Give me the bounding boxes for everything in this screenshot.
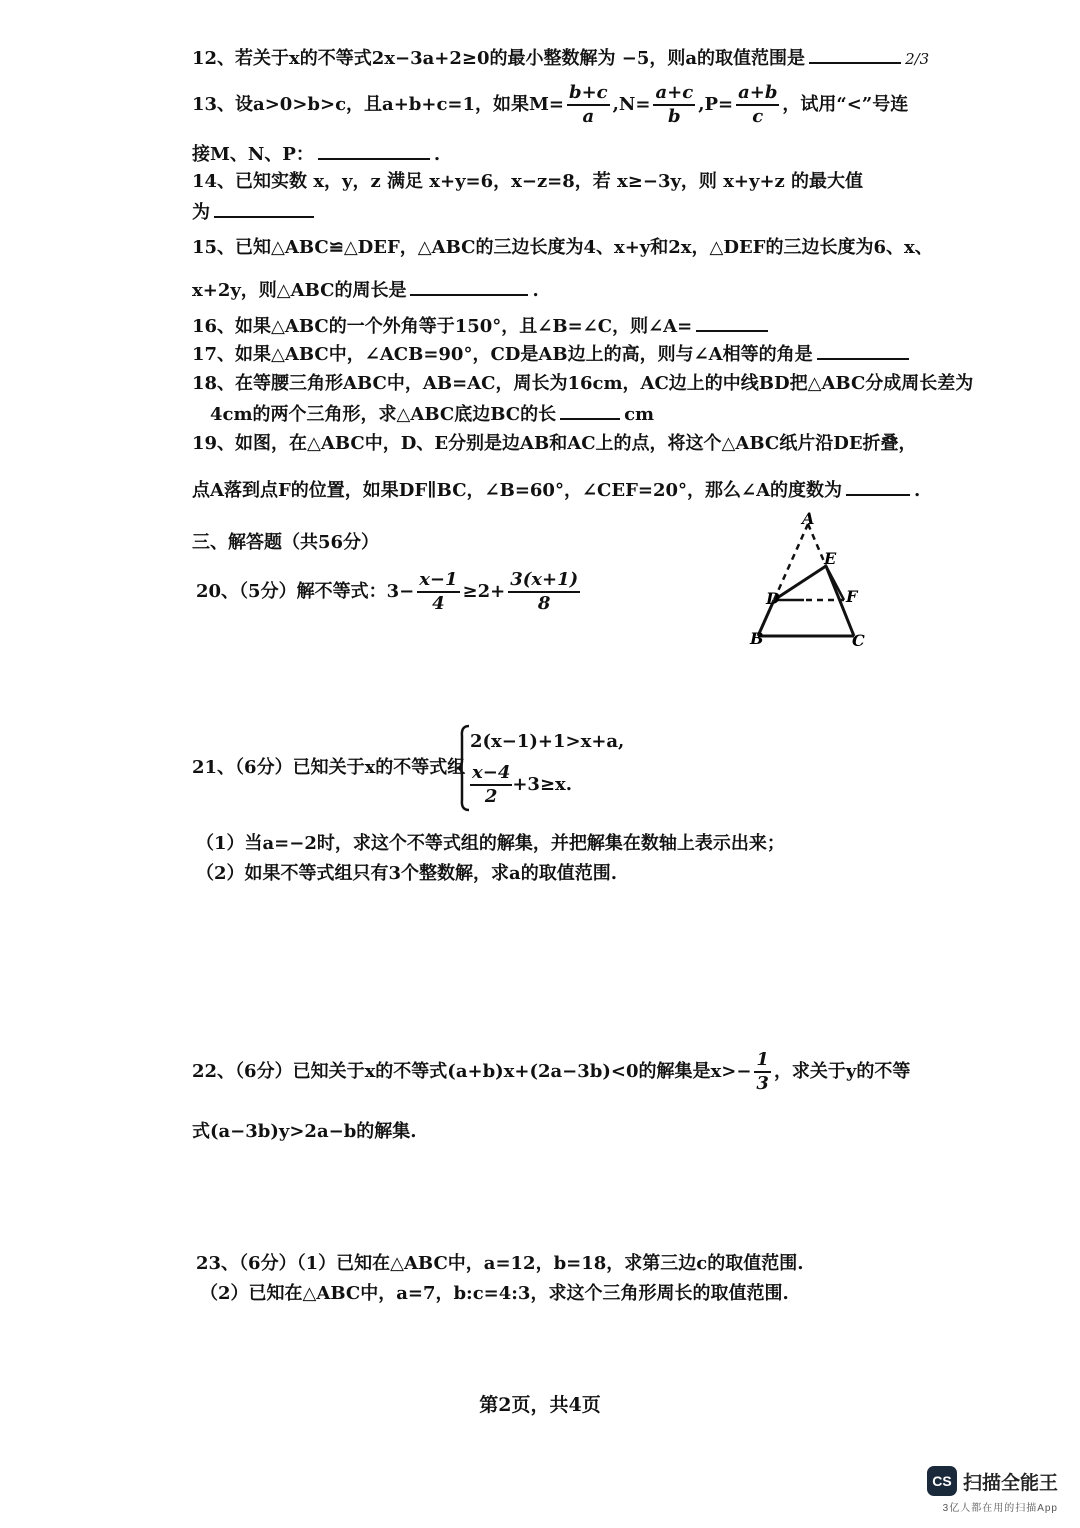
- question-15-line-1: 15、已知△ABC≌△DEF，△ABC的三边长度为4、x+y和2x，△DEF的三边长度为6、x、: [192, 237, 933, 258]
- question-14-line-1: 14、已知实数 x，y，z 满足 x+y=6，x−z=8，若 x≥−3y，则 x+y+z 的最大值: [192, 171, 864, 192]
- answer-blank: [560, 402, 620, 420]
- scanner-app-name: 扫描全能王: [962, 1472, 1058, 1494]
- scanner-watermark: [927, 1466, 1058, 1514]
- question-12-text: 12、若关于x的不等式2x−3a+2≥0的最小整数解为 −5，则a的取值范围是: [192, 48, 806, 69]
- fraction-21: $\frac{x-4}{2}$: [472, 762, 511, 807]
- system-equation-1: 2(x−1)+1>x+a,: [470, 731, 625, 752]
- question-22-line-1: 22、（6分）已知关于x的不等式(a+b)x+(2a−3b)<0的解集是x>− $\frac{1}{3}$ ，求关于y的不等: [192, 1049, 911, 1094]
- fraction-p: $\frac{a+b}{c}$: [738, 82, 778, 127]
- question-22-line-2: 式(a−3b)y>2a−b的解集.: [192, 1121, 417, 1142]
- question-21-part-1: （1）当a=−2时，求这个不等式组的解集，并把解集在数轴上表示出来；: [196, 833, 785, 854]
- label-A: A: [802, 510, 815, 528]
- question-15-line-2: x+2y，则△ABC的周长是 .: [192, 280, 539, 301]
- question-20: 20、（5分）解不等式：3− $\frac{x-1}{4}$ ≥2+ $\frac{3(x+1)}{8}$: [196, 569, 579, 614]
- label-E: E: [824, 549, 837, 568]
- segment-EF: [826, 566, 844, 600]
- label-D: D: [766, 589, 780, 608]
- question-13-text: 13、设a>0>b>c，且a+b+c=1，如果M=: [192, 94, 565, 115]
- label-C: C: [852, 631, 865, 650]
- answer-blank: [410, 278, 528, 296]
- question-13-line-2: 接M、N、P： .: [192, 144, 441, 165]
- question-18-line-1: 18、在等腰三角形ABC中，AB=AC，周长为16cm，AC边上的中线BD把△ABC分成周长差为: [192, 373, 974, 394]
- question-23-part-1: 23、（6分）（1）已知在△ABC中，a=12，b=18，求第三边c的取值范围.: [196, 1253, 804, 1274]
- question-18-line-2: 4cm的两个三角形，求△ABC底边BC的长 cm: [210, 404, 655, 425]
- question-19-line-1: 19、如图，在△ABC中，D、E分别是边AB和AC上的点，将这个△ABC纸片沿DE折叠，: [192, 433, 917, 454]
- answer-blank: [318, 142, 430, 160]
- fraction-n: $\frac{a+c}{b}$: [655, 82, 694, 127]
- question-19-line-2: 点A落到点F的位置，如果DF∥BC，∠B=60°，∠CEF=20°，那么∠A的度数为 .: [192, 480, 921, 501]
- triangle-figure: [740, 510, 880, 660]
- answer-blank: [846, 478, 910, 496]
- label-F: F: [846, 587, 858, 606]
- answer-blank: [809, 46, 901, 64]
- fold-line-DE: [774, 566, 826, 600]
- fraction-20-right: $\frac{3(x+1)}{8}$: [510, 569, 579, 614]
- question-16: 16、如果△ABC的一个外角等于150°，且∠B=∠C，则∠A=: [192, 314, 772, 339]
- answer-blank: [214, 200, 314, 218]
- label-B: B: [750, 629, 764, 648]
- question-23-part-2: （2）已知在△ABC中，a=7，b:c=4:3，求这个三角形周长的取值范围.: [200, 1283, 789, 1304]
- system-equation-2: $\frac{x-4}{2}$ +3≥x.: [472, 762, 573, 807]
- fraction-m: $\frac{b+c}{a}$: [569, 82, 608, 127]
- fraction-20-left: $\frac{x-1}{4}$: [419, 569, 458, 614]
- section-heading: 三、解答题（共56分）: [192, 532, 380, 553]
- scanner-tagline: 3亿人都在用的扫描App: [942, 1503, 1058, 1514]
- question-12: [192, 46, 929, 71]
- question-17: 17、如果△ABC中，∠ACB=90°，CD是AB边上的高，则与∠A相等的角是: [192, 342, 913, 367]
- handwritten-note: 2/3: [905, 50, 930, 68]
- question-14-line-2: 为: [192, 200, 318, 225]
- scanner-logo-icon: CS: [927, 1466, 957, 1496]
- answer-blank: [696, 314, 768, 332]
- question-21-part-2: （2）如果不等式组只有3个整数解，求a的取值范围.: [196, 863, 617, 884]
- fraction-22: $\frac{1}{3}$: [756, 1049, 769, 1094]
- question-13-line-1: 13、设a>0>b>c，且a+b+c=1，如果M= $\frac{b+c}{a}$ ,N= $\frac{a+c}{b}$ ,P= $\frac{a+b}{c}$ ，试用“<”号连: [192, 82, 909, 127]
- question-21-stem: 21、（6分）已知关于x的不等式组: [192, 757, 466, 778]
- answer-blank: [817, 342, 909, 360]
- page-footer: 第2页，共4页: [479, 1394, 601, 1416]
